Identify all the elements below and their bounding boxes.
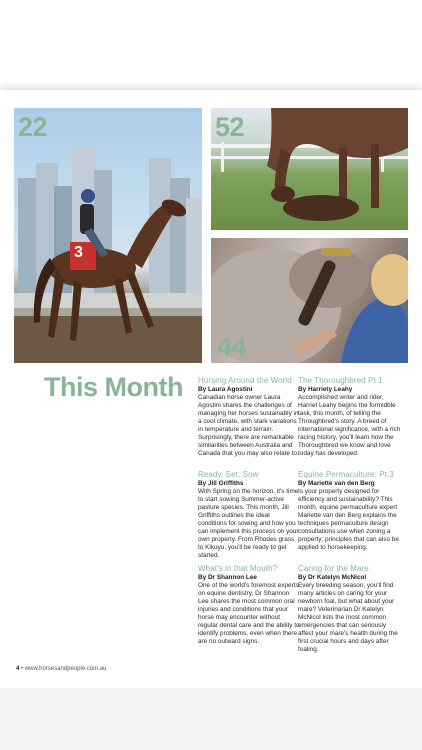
footer-url[interactable]: www.horsesandpeople.com.au [24, 666, 107, 672]
article-heading: Caring for the Mare [298, 564, 369, 573]
saddlecloth-number: 3 [74, 244, 83, 261]
mare-and-foal-photo[interactable] [211, 108, 408, 230]
equine-dentistry-photo[interactable] [211, 238, 408, 363]
page-number-44: 44 [217, 332, 247, 362]
article-ready-set-sow[interactable] [198, 470, 300, 560]
page-footer [16, 666, 107, 672]
article-byline: By Jill Griffiths [198, 480, 244, 487]
article-body: Every breeding season, you'll find many articles on caring for your newborn foal, but what about your mare? Veterinarian Dr Katelyn McNicol lists the most common emergencies that can seriously affect your mare's health during the first crucial hours and days after foaling. [298, 582, 398, 653]
racecourse-illustration [14, 108, 202, 363]
article-byline: By Harriety Leahy [298, 386, 353, 393]
racehorse-photo[interactable] [14, 108, 202, 363]
article-heading: What's in that Mouth? [198, 564, 278, 573]
page-title: This Month [44, 372, 183, 402]
article-thoroughbred-pt1[interactable] [298, 376, 402, 458]
page-number-52: 52 [215, 112, 245, 142]
article-byline: By Laura Agostini [198, 386, 253, 393]
footer-separator: • [19, 666, 25, 672]
magazine-page [0, 90, 422, 688]
article-byline: By Dr Katelyn McNicol [298, 574, 367, 581]
article-body: Is your property designed for efficiency and sustainability? This month, equine permaculture expert Mariette van den Berg explains the techniques permaculture design consultations use when zoning a property; principles that can also be applied to horsekeeping. [298, 488, 399, 551]
article-caring-for-the-mare[interactable] [298, 564, 402, 654]
page-number-22: 22 [18, 112, 48, 142]
article-body: With Spring on the horizon, it's time to start sowing Summer-active pasture species. This month, Jill Griffiths outlines the ideal conditions for sowing and how you can implement this process on your own property. From Rhodes grass to Kikuyu, you'll be ready to get started. [198, 488, 299, 559]
article-heading: The Thoroughbred Pt 1 [298, 376, 383, 385]
top-margin [0, 0, 422, 90]
article-body: Accomplished writer and rider, Harriet Leahy begins the formidble task, this month, of telling the Throughbred's story. A breed of international significance, with a rich racing history, you'll learn how the Thoroughbred we know and love today has developed. [298, 394, 401, 457]
article-heading: Ready, Set, Sow [198, 470, 259, 479]
article-body: One of the world's foremost experts on equine dentistry, Dr Shannon Lee shares the most common oral injuries and conditions that your horse may encounter without regular dental care and the ability to identify problems, even when there are no outward signs. [198, 582, 300, 645]
article-heading: Equine Permaculture: Pt 3 [298, 470, 394, 479]
article-heading: Horsing Around the World [198, 376, 292, 385]
article-byline: By Mariette van den Berg [298, 480, 375, 487]
bottom-margin [0, 688, 422, 750]
article-body: Canadian horse owner Laura Agostini shares the challenges of managing her horses sustainably in a cool climate, with stark variations in temperature and terrain. Surprisingly, there are remarkable similarities between Australia and Canada that you may also relate to. [198, 394, 299, 457]
article-equine-permaculture[interactable] [298, 470, 402, 552]
article-horsing-around[interactable] [198, 376, 300, 458]
footer-page-number: 4 [16, 666, 20, 672]
article-whats-in-that-mouth[interactable] [198, 564, 300, 646]
article-byline: By Dr Shannon Lee [198, 574, 257, 581]
